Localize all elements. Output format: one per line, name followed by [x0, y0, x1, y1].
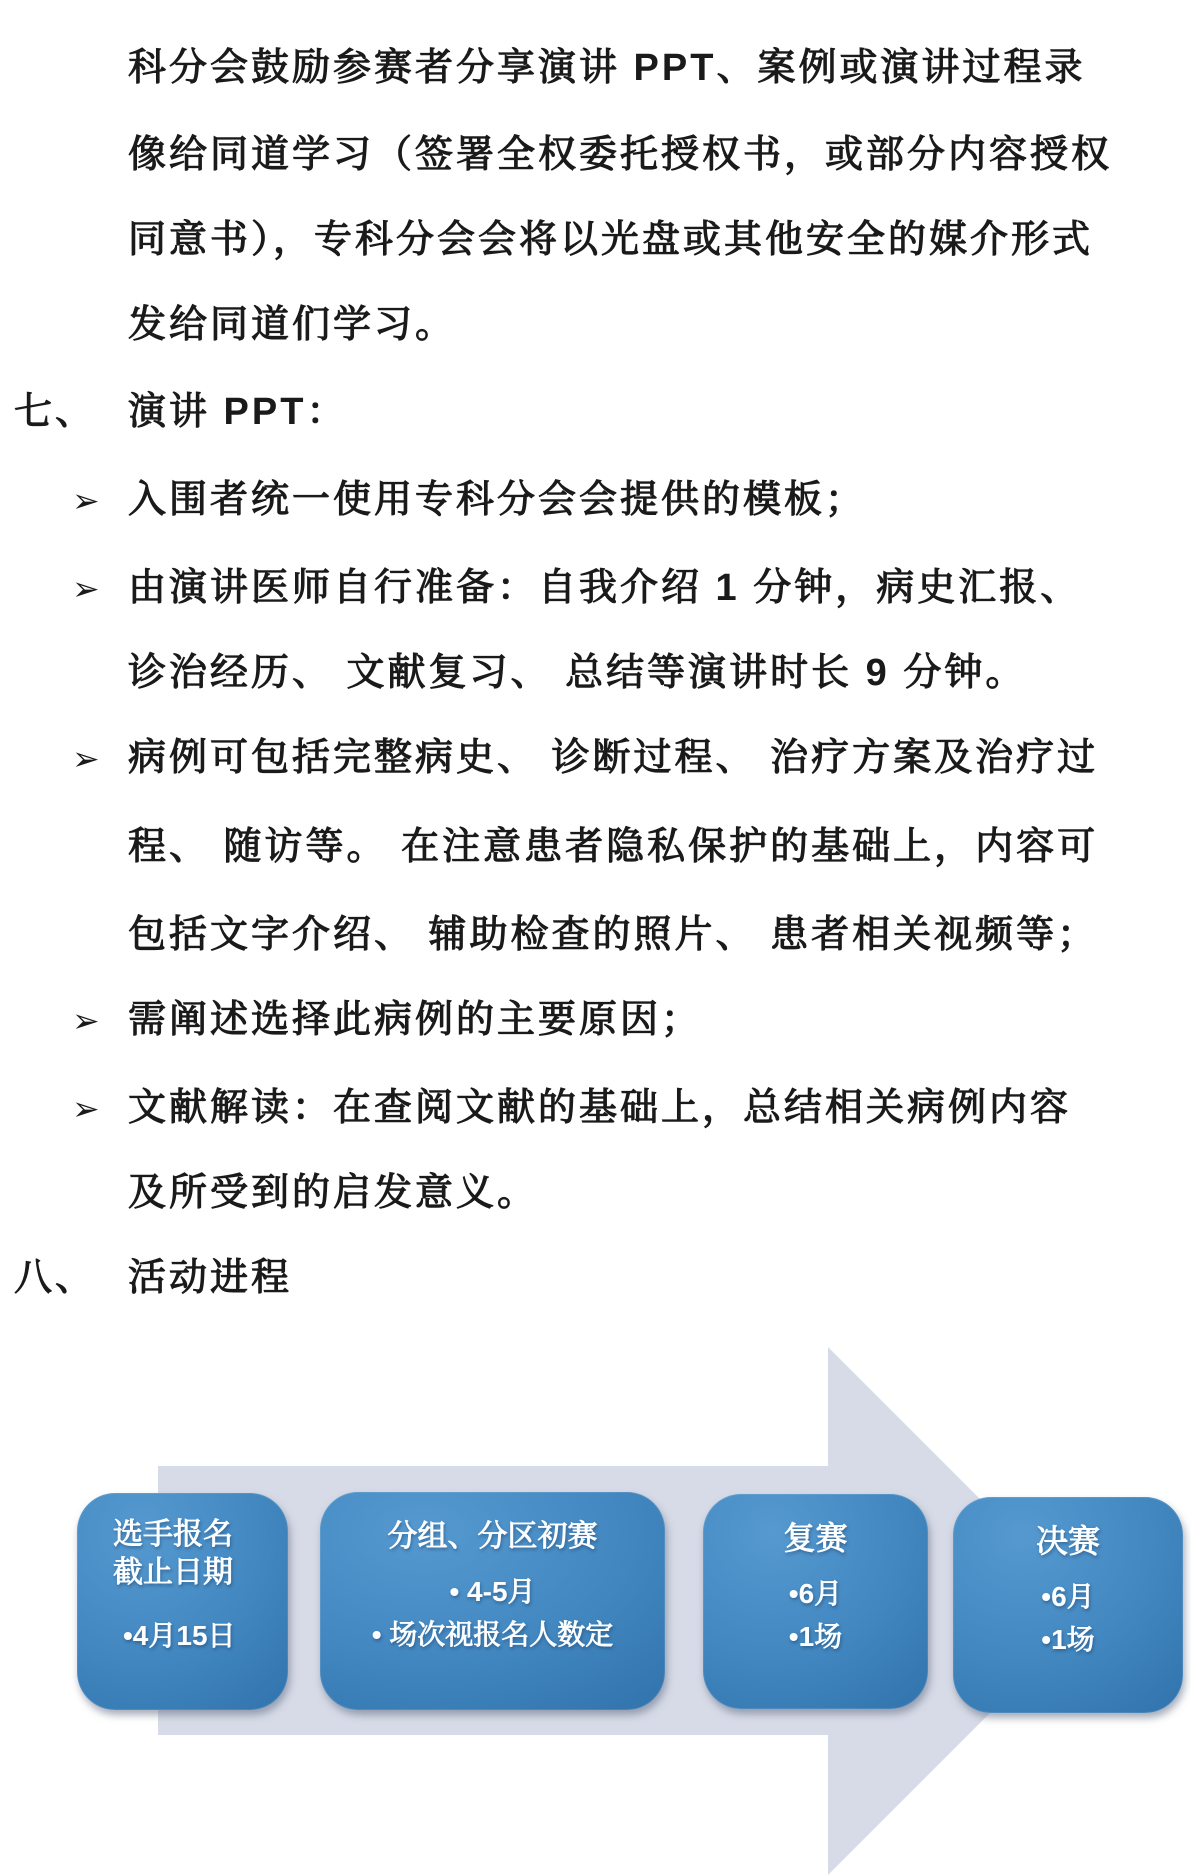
stage-bullet: •1场 [1041, 1624, 1095, 1655]
bullet-item [72, 993, 702, 1047]
section-title: 演讲 PPT： [128, 391, 348, 433]
section-heading [14, 1251, 292, 1305]
bullet-item [72, 561, 1081, 615]
stage-bullet: •6月 [1041, 1581, 1095, 1612]
bullet-continuation-line: 及所受到的启发意义。 [128, 1172, 539, 1214]
bullet-continuation-line: 包括文字介绍、 辅助检查的照片、 患者相关视频等； [128, 914, 1099, 956]
paragraph-line: 科分会鼓励参赛者分享演讲 PPT、案例或演讲过程录 [128, 47, 1086, 89]
stage-box-semifinal [703, 1494, 928, 1709]
bullet-item [72, 473, 866, 527]
bullet-text: 由演讲医师自行准备：自我介绍 1 分钟，病史汇报、 [128, 567, 1082, 609]
section-heading [14, 385, 347, 439]
stage-bullet: •4月15日 [123, 1620, 236, 1651]
stage-box-registration [77, 1493, 288, 1710]
stage-box-final [953, 1497, 1183, 1713]
bullet-text: 文献解读：在查阅文献的基础上，总结相关病例内容 [128, 1087, 1072, 1129]
stage-bullet: • 4-5月 [449, 1576, 536, 1607]
section-number: 八、 [14, 1257, 97, 1299]
stage-title: 分组、分区初赛 [387, 1520, 598, 1553]
arrow-bullet-icon: ➢ [72, 740, 100, 777]
stage-title: 选手报名 [113, 1518, 233, 1551]
arrow-bullet-icon: ➢ [72, 482, 100, 519]
section-number: 七、 [14, 391, 97, 433]
bullet-item [72, 731, 1098, 785]
bullet-item [72, 1081, 1071, 1135]
stage-bullet: •6月 [788, 1578, 843, 1609]
paragraph-line: 同意书），专科分会会将以光盘或其他安全的媒介形式 [128, 219, 1094, 261]
stage-bullet: • 场次视报名人数定 [371, 1619, 614, 1650]
arrow-bullet-icon: ➢ [72, 570, 100, 607]
stage-bullet: •1场 [788, 1621, 843, 1652]
paragraph-line: 发给同道们学习。 [128, 304, 457, 346]
bullet-text: 病例可包括完整病史、 诊断过程、 治疗方案及治疗过 [128, 737, 1099, 779]
arrow-bullet-icon: ➢ [72, 1002, 100, 1039]
stage-title: 决赛 [1035, 1523, 1100, 1559]
stage-box-preliminary [320, 1492, 665, 1710]
section-title: 活动进程 [128, 1257, 293, 1299]
paragraph-line: 像给同道学习（签署全权委托授权书，或部分内容授权 [128, 134, 1113, 176]
bullet-text: 需阐述选择此病例的主要原因； [128, 999, 703, 1041]
arrow-bullet-icon: ➢ [72, 1090, 100, 1127]
stage-title: 复赛 [783, 1520, 848, 1556]
bullet-continuation-line: 程、 随访等。 在注意患者隐私保护的基础上，内容可 [128, 826, 1099, 868]
stage-title: 截止日期 [113, 1556, 233, 1589]
bullet-text: 入围者统一使用专科分会会提供的模板； [128, 479, 867, 521]
bullet-continuation-line: 诊治经历、 文献复习、 总结等演讲时长 9 分钟。 [128, 652, 1027, 694]
